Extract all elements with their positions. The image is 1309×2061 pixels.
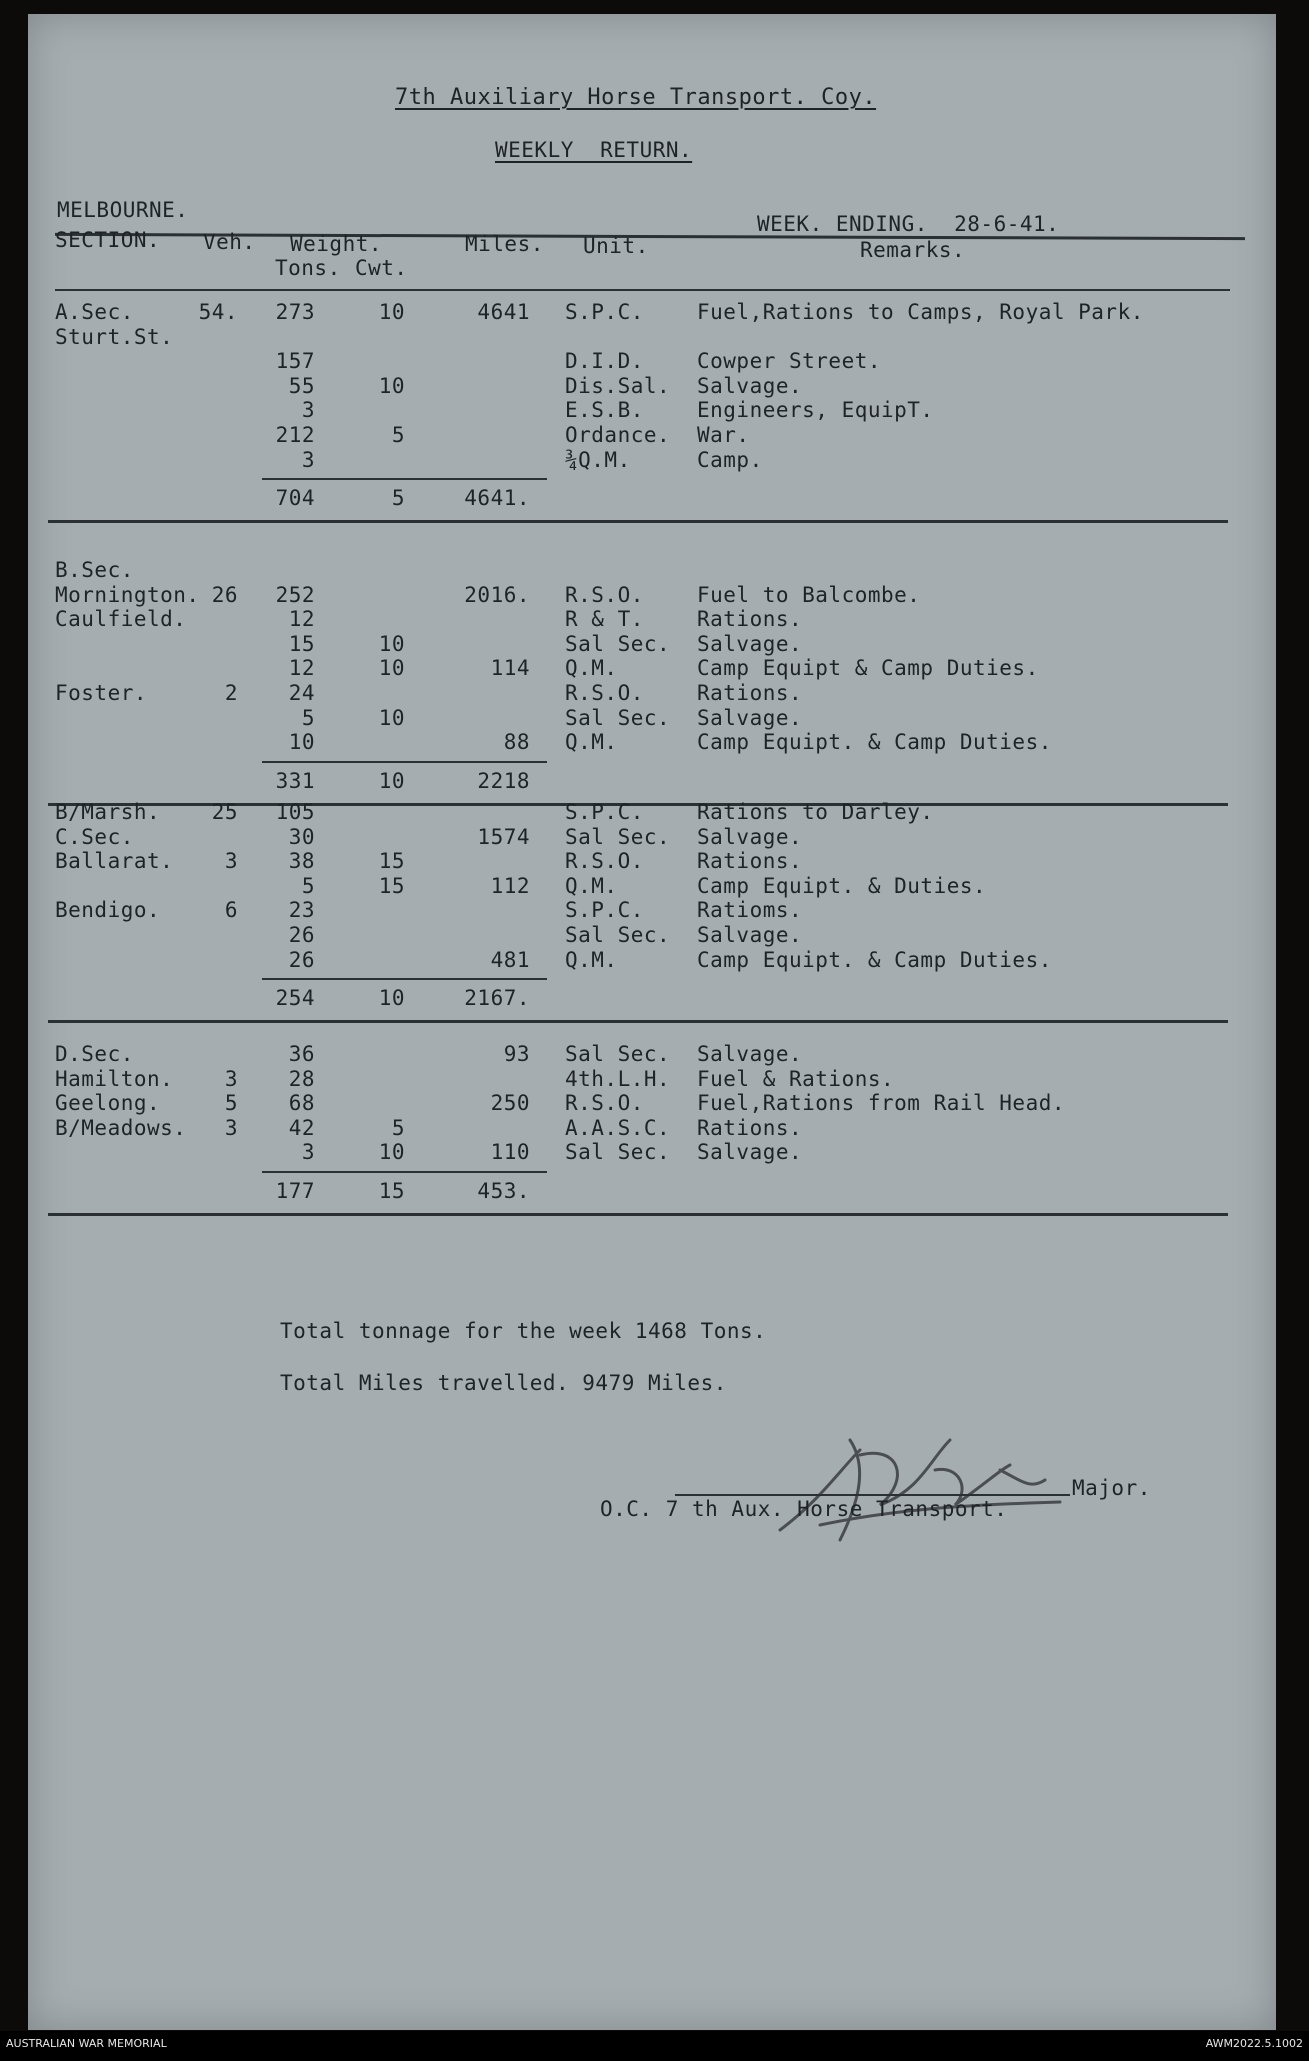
cell-unit: R.S.O. [565, 582, 644, 607]
col-weight: Weight. [290, 232, 383, 256]
cell-remarks: Rations. [697, 849, 803, 874]
cell-remarks: Camp. [697, 447, 763, 472]
cell-tons: 28 [288, 1066, 315, 1091]
cell-unit: R.S.O. [565, 1091, 644, 1116]
cell-tons: 38 [288, 849, 315, 874]
cell-unit: Dis.Sal. [565, 373, 671, 398]
total-tons: 254 [275, 986, 315, 1011]
cell-unit: Sal Sec. [565, 1140, 671, 1165]
cell-miles: 2016. [464, 582, 530, 607]
cell-tons: 157 [275, 349, 315, 374]
col-veh: Veh. [203, 230, 256, 254]
cell-remarks: Camp Equipt. & Duties. [697, 873, 987, 898]
cell-remarks: Salvage. [697, 631, 803, 656]
cell-remarks: Fuel & Rations. [697, 1066, 895, 1091]
cell-remarks: Rations. [697, 1115, 803, 1140]
cell-tons: 30 [288, 824, 315, 849]
total-tons: 704 [275, 486, 315, 511]
footer-institution: AUSTRALIAN WAR MEMORIAL [6, 2037, 167, 2050]
signature-rank: Major. [1072, 1476, 1151, 1500]
cell-veh: 25 [211, 800, 238, 824]
cell-cwt: 10 [378, 300, 405, 324]
total-cwt: 10 [378, 986, 405, 1011]
cell-tons: 5 [301, 873, 315, 898]
subtotal-rule [262, 978, 547, 980]
cell-tons: 212 [275, 423, 315, 447]
cell-remarks: Salvage. [697, 824, 803, 849]
cell-unit: Q.M. [565, 947, 618, 972]
cell-section: Ballarat. [55, 849, 174, 874]
cell-remarks: Salvage. [697, 705, 803, 730]
total-tons: 177 [275, 1179, 315, 1203]
cell-section: B/Marsh. [55, 800, 161, 824]
cell-tons: 273 [275, 300, 315, 324]
cell-remarks: Salvage. [697, 1140, 803, 1165]
total-miles: 453. [477, 1179, 530, 1203]
cell-cwt: 10 [378, 1140, 405, 1165]
total-miles: Total Miles travelled. 9479 Miles. [280, 1371, 727, 1395]
cell-section: B.Sec. [55, 558, 134, 582]
cell-remarks: Engineers, EquipT. [697, 398, 934, 423]
cell-cwt: 5 [391, 1115, 405, 1140]
week-ending-label: WEEK. ENDING. 28-6-41. [757, 212, 1060, 236]
cell-unit: E.S.B. [565, 398, 644, 423]
cell-remarks: Camp Equipt. & Camp Duties. [697, 730, 1052, 755]
cell-section: Mornington. [55, 582, 200, 607]
section-divider [48, 520, 1228, 523]
cell-veh: 6 [224, 898, 238, 923]
cell-unit: Sal Sec. [565, 705, 671, 730]
cell-section: Hamilton. [55, 1066, 174, 1091]
cell-unit: Q.M. [565, 873, 618, 898]
cell-cwt: 10 [378, 373, 405, 398]
cell-miles: 1574 [477, 824, 530, 849]
signature-title: O.C. 7 th Aux. Horse Transport. [600, 1497, 1008, 1521]
cell-section: Foster. [55, 681, 148, 705]
cell-unit: R & T. [565, 607, 644, 632]
archive-footer [0, 2031, 1309, 2061]
cell-section: Geelong. [55, 1091, 161, 1116]
total-miles: 2167. [464, 986, 530, 1011]
total-miles: 2218 [477, 768, 530, 793]
cell-remarks: Rations to Darley. [697, 800, 934, 824]
cell-miles: 88 [503, 730, 530, 755]
footer-accession: AWM2022.5.1002 [1205, 2037, 1303, 2050]
cell-tons: 105 [275, 800, 315, 824]
cell-cwt: 10 [378, 656, 405, 681]
cell-section: Caulfield. [55, 607, 187, 632]
cell-unit: Sal Sec. [565, 631, 671, 656]
handwritten-signature [760, 1410, 1090, 1560]
cell-unit: ¾Q.M. [565, 447, 631, 472]
cell-cwt: 10 [378, 631, 405, 656]
cell-unit: Sal Sec. [565, 1042, 671, 1066]
cell-unit: S.P.C. [565, 300, 644, 324]
cell-tons: 15 [288, 631, 315, 656]
col-unit: Unit. [583, 234, 649, 258]
cell-miles: 114 [490, 656, 530, 681]
cell-section: B/Meadows. [55, 1115, 187, 1140]
cell-section: Sturt.St. [55, 324, 174, 349]
cell-remarks: Fuel,Rations from Rail Head. [697, 1091, 1066, 1116]
cell-veh: 54. [198, 300, 238, 324]
cell-remarks: Fuel,Rations to Camps, Royal Park. [697, 300, 1144, 324]
cell-unit: S.P.C. [565, 800, 644, 824]
total-cwt: 5 [391, 486, 405, 511]
cell-unit: R.S.O. [565, 849, 644, 874]
cell-tons: 3 [301, 447, 315, 472]
cell-remarks: Salvage. [697, 373, 803, 398]
cell-cwt: 5 [391, 423, 405, 447]
cell-remarks: War. [697, 423, 750, 447]
cell-veh: 3 [224, 1115, 238, 1140]
cell-miles: 481 [490, 947, 530, 972]
cell-tons: 252 [275, 582, 315, 607]
section-divider [48, 1020, 1228, 1023]
col-tons: Tons. [275, 256, 341, 280]
cell-unit: S.P.C. [565, 898, 644, 923]
cell-section: D.Sec. [55, 1042, 134, 1066]
cell-unit: Sal Sec. [565, 923, 671, 947]
cell-miles: 4641 [477, 300, 530, 324]
cell-remarks: Camp Equipt & Camp Duties. [697, 656, 1039, 681]
cell-unit: D.I.D. [565, 349, 644, 374]
cell-remarks: Ratioms. [697, 898, 803, 923]
total-cwt: 10 [378, 768, 405, 793]
total-tons: 331 [275, 768, 315, 793]
section-divider [48, 1213, 1228, 1216]
cell-section: A.Sec. [55, 300, 134, 324]
signature-rule [675, 1494, 1070, 1496]
cell-miles: 110 [490, 1140, 530, 1165]
document-subtitle: WEEKLY RETURN. [495, 138, 693, 162]
col-miles: Miles. [465, 232, 544, 256]
cell-remarks: Cowper Street. [697, 349, 882, 374]
cell-tons: 23 [288, 898, 315, 923]
cell-cwt: 15 [378, 849, 405, 874]
cell-unit: Sal Sec. [565, 824, 671, 849]
cell-unit: R.S.O. [565, 681, 644, 705]
cell-remarks: Salvage. [697, 1042, 803, 1066]
cell-unit: Ordance. [565, 423, 671, 447]
cell-miles: 93 [503, 1042, 530, 1066]
total-cwt: 15 [378, 1179, 405, 1203]
cell-section: C.Sec. [55, 824, 134, 849]
cell-tons: 26 [288, 923, 315, 947]
cell-remarks: Salvage. [697, 923, 803, 947]
cell-miles: 112 [490, 873, 530, 898]
column-header-rule [55, 289, 1230, 291]
subtotal-rule [262, 761, 547, 763]
cell-tons: 42 [288, 1115, 315, 1140]
cell-tons: 55 [288, 373, 315, 398]
total-tonnage: Total tonnage for the week 1468 Tons. [280, 1319, 767, 1343]
cell-tons: 68 [288, 1091, 315, 1116]
cell-unit: Q.M. [565, 656, 618, 681]
cell-veh: 3 [224, 849, 238, 874]
cell-section: Bendigo. [55, 898, 161, 923]
cell-veh: 5 [224, 1091, 238, 1116]
cell-cwt: 15 [378, 873, 405, 898]
subtotal-rule [262, 1171, 547, 1173]
col-cwt: Cwt. [355, 256, 408, 280]
subtotal-rule [262, 478, 547, 480]
cell-veh: 2 [224, 681, 238, 705]
cell-unit: Q.M. [565, 730, 618, 755]
cell-tons: 3 [301, 1140, 315, 1165]
cell-tons: 3 [301, 398, 315, 423]
cell-veh: 26 [211, 582, 238, 607]
location-label: MELBOURNE. [57, 198, 189, 222]
cell-remarks: Rations. [697, 681, 803, 705]
cell-tons: 36 [288, 1042, 315, 1066]
cell-remarks: Camp Equipt. & Camp Duties. [697, 947, 1052, 972]
cell-veh: 3 [224, 1066, 238, 1091]
cell-tons: 12 [288, 656, 315, 681]
cell-tons: 5 [301, 705, 315, 730]
total-miles: 4641. [464, 486, 530, 511]
cell-tons: 26 [288, 947, 315, 972]
cell-tons: 12 [288, 607, 315, 632]
document-title: 7th Auxiliary Horse Transport. Coy. [395, 85, 877, 110]
cell-cwt: 10 [378, 705, 405, 730]
col-remarks: Remarks. [860, 238, 966, 262]
cell-remarks: Fuel to Balcombe. [697, 582, 921, 607]
cell-tons: 24 [288, 681, 315, 705]
cell-remarks: Rations. [697, 607, 803, 632]
cell-unit: 4th.L.H. [565, 1066, 671, 1091]
cell-miles: 250 [490, 1091, 530, 1116]
cell-tons: 10 [288, 730, 315, 755]
col-section: SECTION. [55, 228, 161, 252]
cell-unit: A.A.S.C. [565, 1115, 671, 1140]
